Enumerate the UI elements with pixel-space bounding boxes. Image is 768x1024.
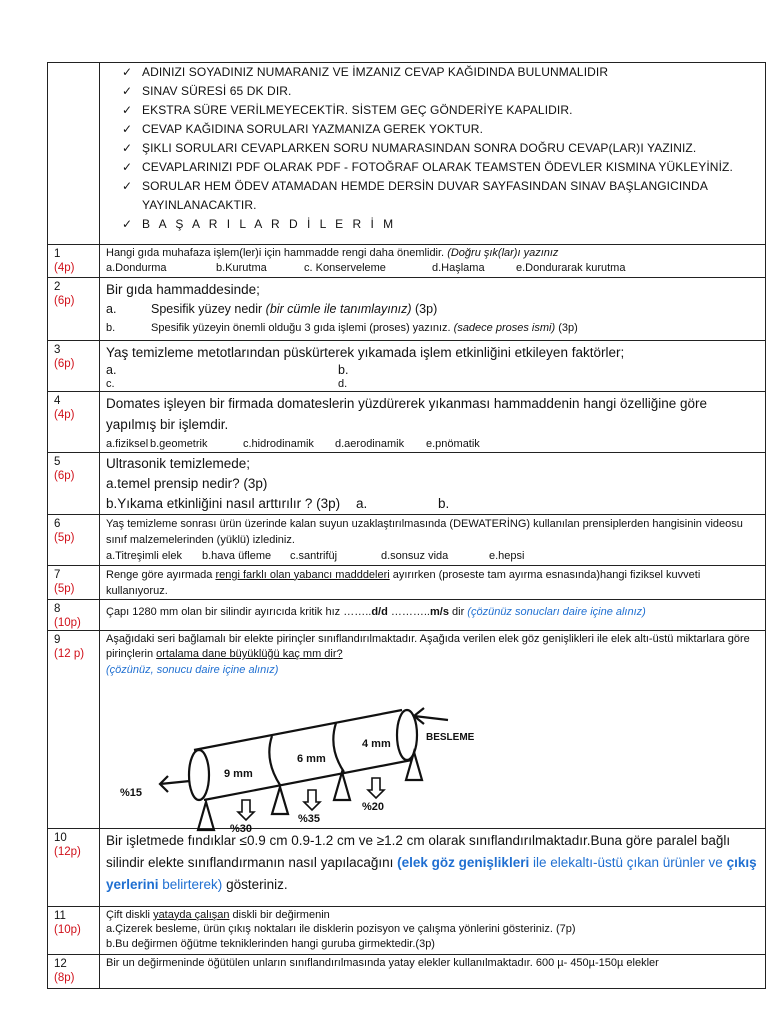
support [272, 787, 288, 814]
instruction-item: ✓ ADINIZI SOYADINIZ NUMARANIZ VE İMZANIZ CEVAP KAĞIDINDA BULUNMALIDIR [122, 63, 765, 82]
q12-cell [100, 954, 766, 988]
undersize-arrow [238, 800, 254, 820]
q1-option[interactable]: a.Dondurma [106, 261, 167, 274]
q1-option[interactable]: e.Dondurarak kurutma [516, 261, 626, 274]
instruction-item: ✓ EKSTRA SÜRE VERİLMEYECEKTİR. SİSTEM GEÇ GÖNDERİYE KAPALIDIR. [122, 101, 765, 120]
instruction-item: ✓ SORULAR HEM ÖDEV ATAMADAN HEMDE DERSİN DUVAR SAYFASINDAN SINAV BAŞLANGICINDA YAYINLANACAKTIR. [122, 179, 708, 212]
undersize-percent: %20 [362, 801, 385, 813]
q8-cell: Çapı 1280 mm olan bir silindir ayırıcıda kritik hız ……..d/d ………..m/s dir (çözünüz sonucları daire içine alınız) [100, 599, 766, 630]
q2-part-b: b. Spesifik yüzeyin önemli olduğu 3 gıda işlemi (proses) yazınız. (sadece proses ismi) (3p) [106, 322, 578, 334]
undersize-percent: %35 [298, 813, 321, 825]
cylinder-left-end [189, 750, 209, 800]
q5-part-b: b.Yıkama etkinliğini nasıl arttırılır ? (3p) [106, 495, 341, 511]
q6-option[interactable]: d.sonsuz vida [381, 549, 449, 562]
exam-table [47, 62, 766, 989]
checkmark-icon: ✓ [122, 179, 133, 193]
instructions-cell [100, 63, 766, 245]
q7-number-cell: 7 (5p) [48, 565, 100, 599]
q3-answer-d[interactable]: d. [338, 378, 348, 390]
q1-number-cell: 1 (4p) [48, 245, 100, 278]
section-label: 4 mm [362, 738, 391, 750]
q5-number-cell: 5 (6p) [48, 452, 100, 514]
q10-cell: Bir işletmede fındıklar ≤0.9 cm 0.9-1.2 cm ve ≥1.2 cm olarak sınıflandırılmaktadır.Buna göre paralel bağlı silindir elekte sınıflandırmanın nasıl yapılacağını (elek göz genişlikleri ile elekaltı-üstü çıkan ürünler ve çıkış yerlerini belirterek) gösteriniz. [100, 828, 766, 906]
q1-option[interactable]: c. Konserveleme [304, 261, 386, 274]
instruction-item: ✓ SINAV SÜRESİ 65 DK DIR. [122, 82, 765, 101]
undersize-arrow [368, 778, 384, 798]
checkmark-icon: ✓ [122, 84, 133, 98]
q2-cell [100, 278, 766, 341]
q2-part-a: a. Spesifik yüzey nedir (bir cümle ile tanımlayınız) (3p) [106, 302, 438, 316]
q6-option[interactable]: c.santrifüj [290, 549, 338, 562]
q4-option[interactable]: a.fiziksel [106, 438, 149, 450]
undersize-percent: %30 [230, 823, 253, 835]
q8-number-cell: 8 (10p) [48, 599, 100, 630]
q12-text: Bir un değirmeninde öğütülen unların sınıflandırılmasında yatay elekler kullanılmaktadır. 600 µ- 450µ-150µ elekler [106, 956, 659, 969]
q5-answer-b[interactable]: b. [438, 495, 450, 511]
q3-text: Yaş temizleme metotlarından püskürterek yıkamada işlem etkinliğini etkileyen faktörler; [106, 345, 625, 360]
q5-part-b-row [106, 494, 761, 514]
instruction-item: ✓ B A Ş A R I L A R D İ L E R İ M [122, 215, 765, 234]
feed-arrow [414, 708, 448, 724]
support [198, 802, 214, 830]
q6-text: Yaş temizleme sonrası ürün üzerinde kalan suyun uzaklaştırılmasında (DEWATERİNG) kullanılan prensiplerden hangisinin videosu sınıf malzemelerinden (yüklü) izlediniz. [106, 517, 743, 546]
q4-option[interactable]: b.geometrik [150, 438, 208, 450]
q7-cell: Renge göre ayırmada rengi farklı olan yabancı madddeleri ayırırken (proseste tam ayırma esnasında)hangi fiziksel kuvveti kullanıyoruz. [100, 565, 766, 599]
q5-part-a: a.temel prensip nedir? (3p) [106, 475, 268, 491]
section-divider [269, 736, 280, 785]
q4-cell [100, 392, 766, 453]
q9-number-cell: 9 (12 p) [48, 630, 100, 828]
instructions-list [100, 63, 765, 234]
oversize-percent: %15 [120, 787, 143, 799]
q11-part-a: a.Çizerek besleme, ürün çıkış noktaları ile disklerin pozisyon ve çalışma yönlerini gösteriniz. (7p) [106, 923, 576, 935]
q4-option[interactable]: c.hidrodinamik [243, 438, 314, 450]
q1-option[interactable]: b.Kurutma [216, 261, 267, 274]
checkmark-icon: ✓ [122, 103, 133, 117]
q3-answer-a[interactable]: a. [106, 363, 117, 377]
q1-text: Hangi gıda muhafaza işlem(ler)i için hammadde rengi daha önemlidir. [106, 247, 445, 259]
support [334, 772, 350, 800]
section-label: 9 mm [224, 768, 253, 780]
checkmark-icon: ✓ [122, 141, 133, 155]
q1-hint: (Doğru şık(lar)ı yazınız [447, 247, 559, 259]
instructions-number-cell [48, 63, 100, 245]
checkmark-icon: ✓ [122, 122, 133, 136]
q6-option[interactable]: b.hava üfleme [202, 549, 272, 562]
instruction-item: ✓ CEVAPLARINIZI PDF OLARAK PDF - FOTOĞRAF OLARAK TEAMSTEN ÖDEVLER KISMINA YÜKLEYİNİZ. [122, 158, 765, 177]
q4-option[interactable]: d.aerodinamik [335, 438, 405, 450]
q2-number-cell: 2 (6p) [48, 278, 100, 341]
oversize-arrow [160, 776, 190, 792]
q1-options [106, 261, 761, 276]
q5-text: Ultrasonik temizlemede; [106, 455, 251, 471]
q5-cell [100, 452, 766, 514]
checkmark-icon: ✓ [122, 160, 133, 174]
support [406, 752, 422, 780]
q5-answer-a[interactable]: a. [356, 495, 368, 511]
q3-answer-c[interactable]: c. [106, 378, 115, 390]
section-divider [333, 723, 344, 772]
q6-cell [100, 514, 766, 565]
q2-text: Bir gıda hammaddesinde; [106, 282, 260, 297]
q9-cell: Aşağıdaki seri bağlamalı bir elekte pirinçler sınıflandırılmaktadır. Aşağıda verilen elek göz genişlikleri ile elek altı-üstü miktarlara göre pirinçlerin ortalama dane büyüklüğü kaç mm dir? (çözünüz, sonucu daire içine alınız) 9 mm 6 mm 4 mm BESLEME %15 %30 %35 %20 [100, 630, 766, 828]
q11-part-b: b.Bu değirmen öğütme tekniklerinden hangi guruba girmektedir.(3p) [106, 937, 435, 950]
q6-option[interactable]: a.Titreşimli elek [106, 549, 182, 562]
instruction-item: ✓ ŞIKLI SORULARI CEVAPLARKEN SORU NUMARASINDAN SONRA DOĞRU CEVAP(LAR)I YAZINIZ. [122, 139, 765, 158]
q1-cell [100, 245, 766, 278]
undersize-arrow [304, 790, 320, 810]
q3-number-cell: 3 (6p) [48, 341, 100, 392]
q6-number-cell: 6 (5p) [48, 514, 100, 565]
instruction-item: ✓ CEVAP KAĞIDINA SORULARI YAZMANIZA GEREK YOKTUR. [122, 120, 765, 139]
q1-option[interactable]: d.Haşlama [432, 261, 485, 274]
q4-number-cell: 4 (4p) [48, 392, 100, 453]
q4-text: Domates işleyen bir firmada domateslerin yüzdürerek yıkanması hammaddenin hangi özelliğine göre yapılmış bir işlemdir. [106, 396, 708, 432]
q3-answer-b[interactable]: b. [338, 363, 349, 377]
q11-cell: Çift diskli yatayda çalışan diskli bir değirmenin a.Çizerek besleme, ürün çıkış noktaları ile disklerin pozisyon ve çalışma yönlerini gösteriniz. (7p) b.Bu değirmen öğütme tekniklerinden hangi guruba girmektedir.(3p) [100, 906, 766, 954]
q12-number-cell: 12 (8p) [48, 954, 100, 988]
q3-cell [100, 341, 766, 392]
q4-options [106, 437, 761, 452]
q10-number-cell: 10 (12p) [48, 828, 100, 906]
section-label: 6 mm [297, 753, 326, 765]
q6-options [106, 548, 761, 564]
q4-option[interactable]: e.pnömatik [426, 438, 480, 450]
checkmark-icon: ✓ [122, 217, 133, 231]
feed-label: BESLEME [426, 732, 475, 743]
sieve-diagram [112, 692, 492, 835]
q11-number-cell: 11 (10p) [48, 906, 100, 954]
checkmark-icon: ✓ [122, 65, 133, 79]
q6-option[interactable]: e.hepsi [489, 549, 525, 562]
